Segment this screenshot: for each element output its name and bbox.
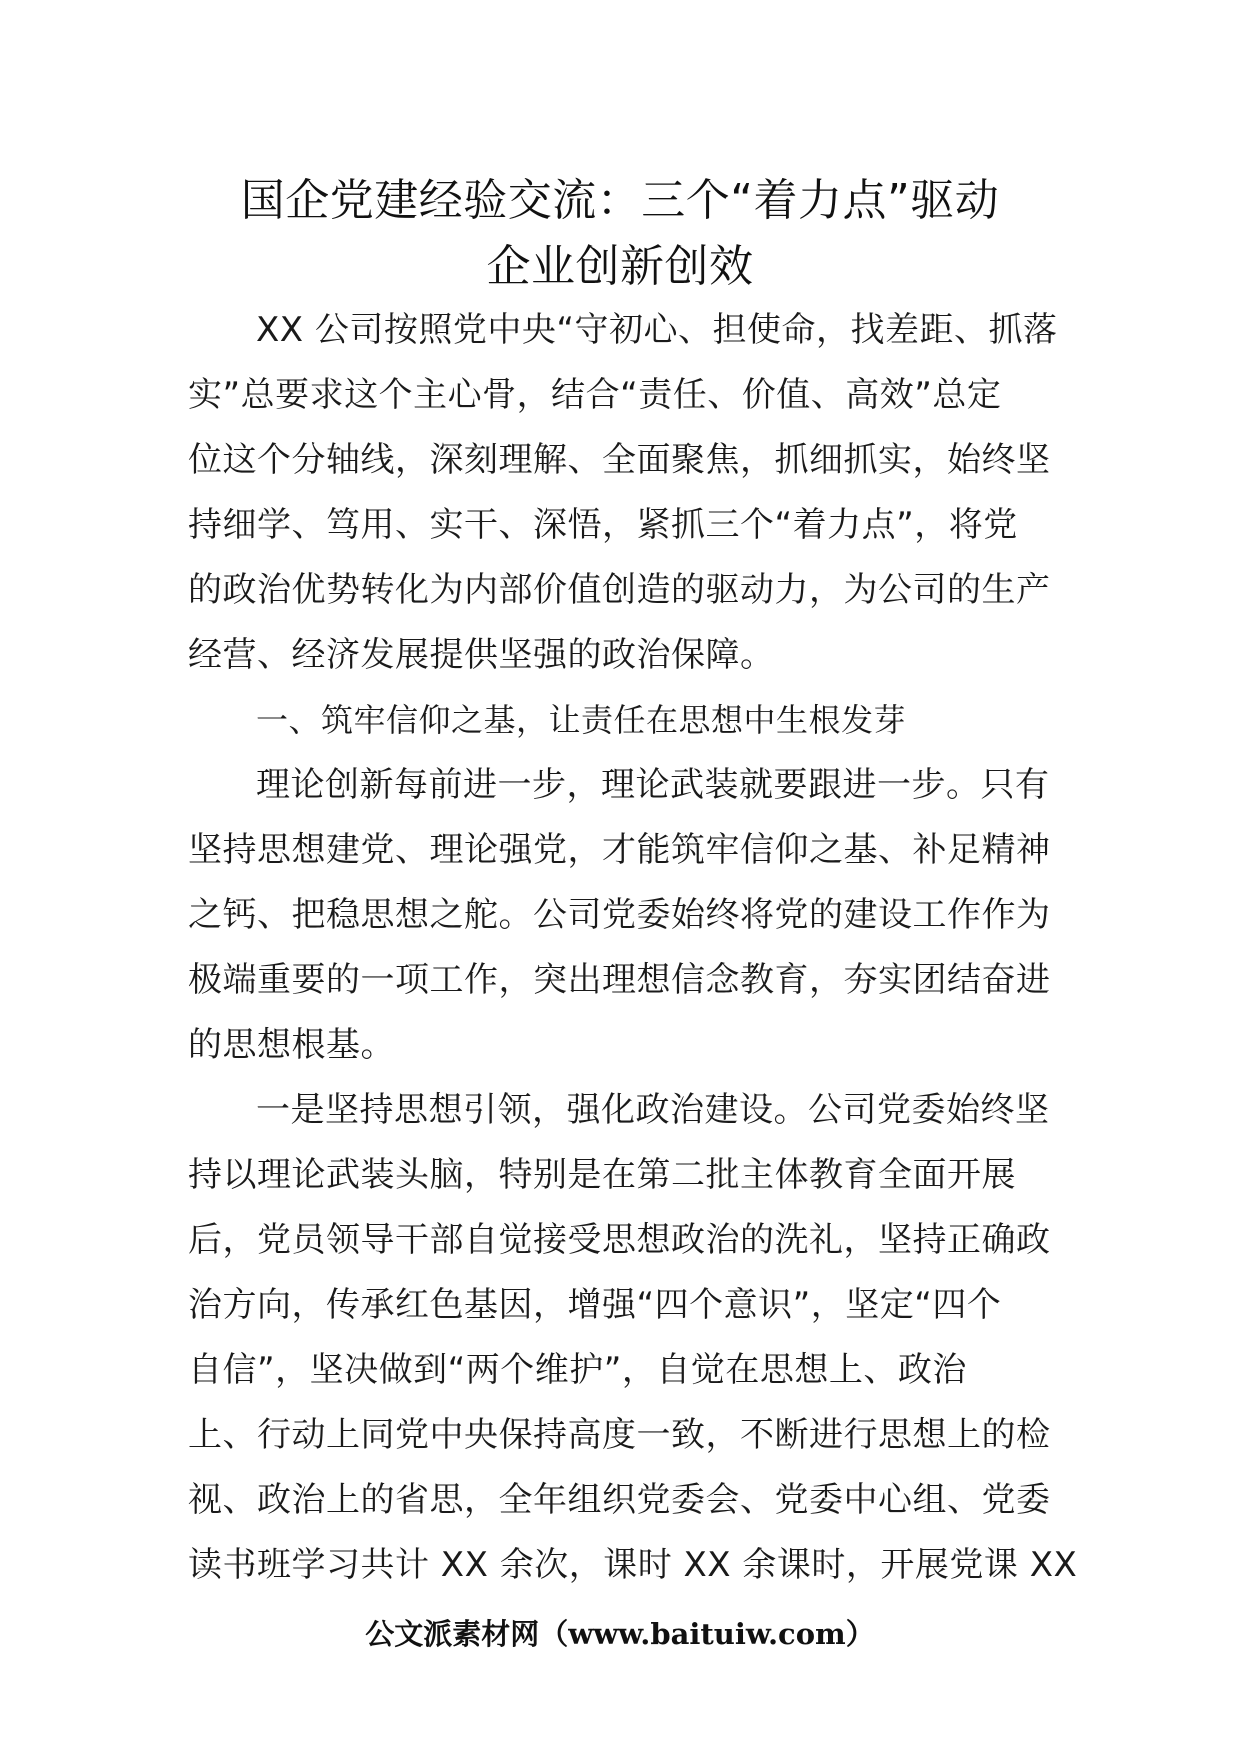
paragraph-line: 后，党员领导干部自觉接受思想政治的洗礼，坚持正确政: [188, 1220, 1051, 1260]
title-line-2: 企业创新创效: [486, 241, 754, 292]
paragraph-line: 持细学、笃用、实干、深悟，紧抓三个“着力点”，将党: [188, 505, 1018, 545]
paragraph-line: 读书班学习共计 XX 余次，课时 XX 余课时，开展党课 XX: [188, 1545, 1078, 1585]
paragraph-line: 坚持思想建党、理论强党，才能筑牢信仰之基、补足精神: [188, 830, 1051, 870]
paragraph-line: 之钙、把稳思想之舵。公司党委始终将党的建设工作作为: [188, 895, 1051, 935]
paragraph-line: 极端重要的一项工作，突出理想信念教育，夯实团结奋进: [188, 960, 1051, 1000]
paragraph-line: 自信”，坚决做到“两个维护”，自觉在思想上、政治: [188, 1350, 967, 1390]
document-body: [188, 298, 1078, 1598]
paragraph-line: 上、行动上同党中央保持高度一致，不断进行思想上的检: [188, 1415, 1051, 1455]
paragraph-line: 实”总要求这个主心骨，结合“责任、价值、高效”总定: [188, 375, 1002, 415]
section-heading: 一、筑牢信仰之基，让责任在思想中生根发芽: [256, 701, 907, 739]
paragraph-line: 经营、经济发展提供坚强的政治保障。: [188, 635, 775, 675]
paragraph-line: XX 公司按照党中央“守初心、担使命，找差距、抓落: [256, 310, 1058, 350]
paragraph-line: 治方向，传承红色基因，增强“四个意识”，坚定“四个: [188, 1285, 1002, 1325]
paragraph-line: 位这个分轴线，深刻理解、全面聚焦，抓细抓实，始终坚: [188, 440, 1051, 480]
footer-watermark: 公文派素材网（www.baituiw.com）: [365, 1617, 875, 1651]
paragraph-line: 一是坚持思想引领，强化政治建设。公司党委始终坚: [256, 1090, 1050, 1130]
paragraph-line: 理论创新每前进一步，理论武装就要跟进一步。只有: [256, 765, 1050, 805]
paragraph-line: 视、政治上的省思，全年组织党委会、党委中心组、党委: [188, 1480, 1051, 1520]
paragraph-line: 持以理论武装头脑，特别是在第二批主体教育全面开展: [188, 1155, 1016, 1195]
title-line-1: 国企党建经验交流：三个“着力点”驱动: [240, 175, 1000, 226]
paragraph-line: 的思想根基。: [188, 1025, 395, 1065]
document-title: [150, 168, 1090, 300]
paragraph-line: 的政治优势转化为内部价值创造的驱动力，为公司的生产: [188, 570, 1051, 610]
